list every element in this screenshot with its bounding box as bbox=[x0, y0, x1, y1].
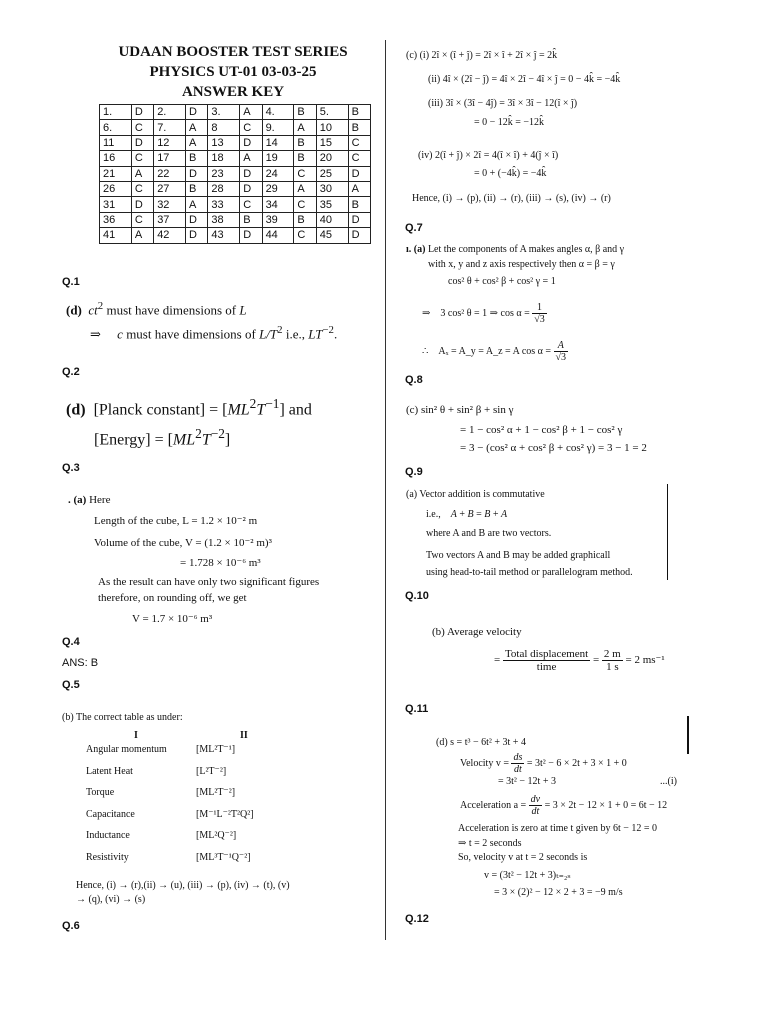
answer-option: C bbox=[240, 197, 262, 212]
test-series-title: UDAAN BOOSTER TEST SERIES bbox=[118, 44, 348, 60]
q11-line8: v = (3t² − 12t + 3)ₜ₌₂ₛ bbox=[484, 870, 571, 881]
q3-result: V = 1.7 × 10⁻⁶ m³ bbox=[132, 613, 213, 625]
answer-option: A bbox=[294, 120, 316, 135]
q1-line2: ⇒ c must have dimensions of $L/T^2$ i.e., $LT^{-2}$. bbox=[90, 324, 338, 342]
q5-dimension: [ML²T⁻²] bbox=[196, 787, 236, 798]
question-number: 30 bbox=[316, 181, 348, 196]
answer-option: D bbox=[186, 212, 208, 227]
answer-option: A bbox=[186, 135, 208, 150]
q1-line1: (d) $ct^2$ must have dimensions of L bbox=[66, 300, 247, 318]
answer-option: C bbox=[348, 151, 370, 166]
answer-option: C bbox=[294, 197, 316, 212]
question-number: 37 bbox=[154, 212, 186, 227]
question-number: 35 bbox=[316, 197, 348, 212]
question-number: 18 bbox=[208, 151, 240, 166]
q5-dimension: [M⁻¹L⁻²T²Q²] bbox=[196, 808, 254, 820]
q6-part-i: (c) (i) 2î × (î + ĵ) = 2î × î + 2î × ĵ = 2k̂ bbox=[406, 50, 558, 61]
q3-note2: therefore, on rounding off, we get bbox=[98, 592, 247, 604]
question-number: 36 bbox=[100, 212, 132, 227]
answer-option: D bbox=[348, 228, 370, 243]
answer-option: D bbox=[186, 228, 208, 243]
answer-option: D bbox=[131, 135, 153, 150]
q10-formula: = $\frac{\text{Total displacement}}{\text{time}}$ = $\frac{2 m}{1 s}$ = 2 ms⁻¹ bbox=[494, 648, 665, 673]
question-number: 24 bbox=[262, 166, 294, 181]
question-number: 44 bbox=[262, 228, 294, 243]
q5-quantity: Torque bbox=[86, 787, 115, 798]
answer-key-row bbox=[100, 120, 371, 135]
question-number: 38 bbox=[208, 212, 240, 227]
question-number: 5. bbox=[316, 105, 348, 120]
question-number: 1. bbox=[100, 105, 132, 120]
answer-option: D bbox=[131, 105, 153, 120]
answer-option: B bbox=[294, 212, 316, 227]
question-number: 45 bbox=[316, 228, 348, 243]
answer-option: D bbox=[131, 197, 153, 212]
question-number: 25 bbox=[316, 166, 348, 181]
q4-answer: ANS: B bbox=[62, 657, 99, 669]
answer-option: A bbox=[186, 197, 208, 212]
answer-option: D bbox=[348, 212, 370, 227]
q7-label: Q.7 bbox=[405, 222, 423, 234]
question-number: 34 bbox=[262, 197, 294, 212]
q11-line1: (d) s = t³ − 6t² + 3t + 4 bbox=[436, 737, 526, 748]
q9-label: Q.9 bbox=[405, 466, 423, 478]
question-number: 42 bbox=[154, 228, 186, 243]
q6-part-iv-result: = 0 + (−4k̂) = −4k̂ bbox=[474, 168, 547, 179]
answer-option: B bbox=[348, 197, 370, 212]
question-number: 12 bbox=[154, 135, 186, 150]
answer-option: D bbox=[240, 166, 262, 181]
question-number: 40 bbox=[316, 212, 348, 227]
answer-option: D bbox=[240, 228, 262, 243]
q3-note1: As the result can have only two significant figures bbox=[98, 576, 320, 588]
q5-col1: I bbox=[134, 730, 138, 741]
q5-quantity: Capacitance bbox=[86, 808, 135, 820]
question-number: 22 bbox=[154, 166, 186, 181]
q11-line9: = 3 × (2)² − 12 × 2 + 3 = −9 m/s bbox=[494, 887, 623, 898]
q3-volume: Volume of the cube, V = (1.2 × 10⁻² m)³ bbox=[94, 537, 272, 549]
question-number: 23 bbox=[208, 166, 240, 181]
answer-option: B bbox=[294, 135, 316, 150]
q4-label: Q.4 bbox=[62, 636, 80, 648]
question-number: 43 bbox=[208, 228, 240, 243]
q6-part-iii: (iii) 3î × (3î − 4ĵ) = 3î × 3î − 12(î × ĵ) bbox=[428, 98, 578, 109]
q3-length: Length of the cube, L = 1.2 × 10⁻² m bbox=[94, 515, 258, 527]
answer-key-row bbox=[100, 166, 371, 181]
q6-part-iii-result: = 0 − 12k̂ = −12k̂ bbox=[474, 117, 545, 128]
q9-line5: using head-to-tail method or parallelogram method. bbox=[426, 567, 633, 578]
answer-key-row bbox=[100, 135, 371, 150]
question-number: 39 bbox=[262, 212, 294, 227]
answer-key-row bbox=[100, 105, 371, 120]
answer-option: C bbox=[131, 181, 153, 196]
question-number: 15 bbox=[316, 135, 348, 150]
column-divider bbox=[385, 40, 386, 940]
q6-label: Q.6 bbox=[62, 920, 80, 932]
answer-key-row bbox=[100, 197, 371, 212]
q5-dimension: [ML³T⁻¹Q⁻²] bbox=[196, 851, 251, 863]
answer-option: C bbox=[131, 212, 153, 227]
question-number: 32 bbox=[154, 197, 186, 212]
q5-intro: (b) The correct table as under: bbox=[62, 712, 183, 723]
answer-option: B bbox=[348, 120, 370, 135]
answer-option: B bbox=[294, 105, 316, 120]
q3-label: Q.3 bbox=[62, 462, 80, 474]
question-number: 33 bbox=[208, 197, 240, 212]
q11-eq-ref: ...(i) bbox=[660, 776, 677, 787]
answer-option: D bbox=[186, 105, 208, 120]
question-number: 41 bbox=[100, 228, 132, 243]
answer-option: B bbox=[240, 212, 262, 227]
q10-head: (b) Average velocity bbox=[432, 626, 522, 638]
answer-key-row bbox=[100, 228, 371, 243]
q11-margin-line bbox=[687, 716, 689, 754]
q12-label: Q.12 bbox=[405, 913, 429, 925]
answer-option: A bbox=[240, 151, 262, 166]
answer-option: A bbox=[240, 105, 262, 120]
q9-line2: i.e., A + B = B + A bbox=[426, 509, 508, 520]
q5-quantity: Angular momentum bbox=[86, 744, 167, 755]
question-number: 7. bbox=[154, 120, 186, 135]
q8-line3: = 3 − (cos² α + cos² β + cos² γ) = 3 − 1 = 2 bbox=[460, 442, 647, 454]
q11-velocity-result: = 3t² − 12t + 3 bbox=[498, 776, 556, 787]
q5-col2: II bbox=[240, 730, 248, 741]
q3-volume-value: = 1.728 × 10⁻⁶ m³ bbox=[180, 557, 261, 569]
question-number: 19 bbox=[262, 151, 294, 166]
question-number: 4. bbox=[262, 105, 294, 120]
q9-margin-line bbox=[667, 484, 668, 580]
question-number: 2. bbox=[154, 105, 186, 120]
q9-line4: Two vectors A and B may be added graphicall bbox=[426, 550, 611, 561]
question-number: 8 bbox=[208, 120, 240, 135]
answer-option: D bbox=[240, 181, 262, 196]
q10-label: Q.10 bbox=[405, 590, 429, 602]
test-subtitle: PHYSICS UT-01 03-03-25 bbox=[149, 64, 317, 80]
q3-here: . (a) Here bbox=[68, 494, 111, 506]
answer-key-row bbox=[100, 181, 371, 196]
answer-option: D bbox=[348, 166, 370, 181]
question-number: 13 bbox=[208, 135, 240, 150]
q5-quantity: Inductance bbox=[86, 830, 130, 841]
q5-dimension: [ML²Q⁻²] bbox=[196, 830, 237, 841]
q11-velocity: Velocity v = $\frac{ds}{dt}$ = 3t² − 6 × 2t + 3 × 1 + 0 bbox=[460, 752, 627, 775]
answer-option: C bbox=[131, 151, 153, 166]
answer-option: A bbox=[186, 120, 208, 135]
q9-line1: (a) Vector addition is commutative bbox=[406, 489, 545, 500]
question-number: 6. bbox=[100, 120, 132, 135]
answer-option: C bbox=[294, 166, 316, 181]
question-number: 26 bbox=[100, 181, 132, 196]
answer-option: A bbox=[131, 228, 153, 243]
q8-line1: (c) sin² θ + sin² β + sin γ bbox=[406, 404, 514, 416]
question-number: 3. bbox=[208, 105, 240, 120]
q5-label: Q.5 bbox=[62, 679, 80, 691]
question-number: 16 bbox=[100, 151, 132, 166]
q5-hence2: → (q), (vi) → (s) bbox=[76, 894, 146, 905]
answer-key-row bbox=[100, 151, 371, 166]
question-number: 17 bbox=[154, 151, 186, 166]
question-number: 29 bbox=[262, 181, 294, 196]
answer-option: A bbox=[131, 166, 153, 181]
q2-label: Q.2 bbox=[62, 366, 80, 378]
q7-line4: ⇒ 3 cos² θ = 1 ⇒ cos α = $\frac{1}{√3}$ bbox=[422, 302, 545, 325]
answer-option: A bbox=[348, 181, 370, 196]
q2-line2: [Energy] = $[ML^2T^{-2}]$ bbox=[94, 426, 231, 449]
q5-dimension: [ML²T⁻¹] bbox=[196, 744, 236, 755]
q6-hence: Hence, (i) → (p), (ii) → (r), (iii) → (s), (iv) → (r) bbox=[412, 193, 611, 204]
question-number: 14 bbox=[262, 135, 294, 150]
q11-line5: Acceleration is zero at time t given by 6t − 12 = 0 bbox=[458, 823, 657, 834]
q6-part-iv: (iv) 2(î + ĵ) × 2î = 4(î × î) + 4(ĵ × î) bbox=[418, 150, 559, 161]
question-number: 21 bbox=[100, 166, 132, 181]
q9-line3: where A and B are two vectors. bbox=[426, 528, 552, 539]
question-number: 11 bbox=[100, 135, 132, 150]
q5-hence1: Hence, (i) → (r),(ii) → (u), (iii) → (p), (iv) → (t), (v) bbox=[76, 880, 290, 891]
q7-line5: ∴ Aₓ = A_y = A_z = A cos α = $\frac{A}{√3}$ bbox=[422, 340, 567, 363]
q11-acceleration: Acceleration a = $\frac{dv}{dt}$ = 3 × 2t − 12 × 1 + 0 = 6t − 12 bbox=[460, 794, 668, 817]
q8-label: Q.8 bbox=[405, 374, 423, 386]
q5-quantity: Latent Heat bbox=[86, 765, 133, 777]
answer-option: B bbox=[186, 151, 208, 166]
q1-label: Q.1 bbox=[62, 276, 80, 288]
answer-option: A bbox=[294, 181, 316, 196]
question-number: 9. bbox=[262, 120, 294, 135]
answer-key-heading: ANSWER KEY bbox=[181, 84, 285, 100]
q8-line2: = 1 − cos² α + 1 − cos² β + 1 − cos² γ bbox=[460, 424, 623, 436]
answer-key-table bbox=[99, 104, 371, 244]
q5-quantity: Resistivity bbox=[86, 851, 129, 863]
q11-label: Q.11 bbox=[405, 703, 429, 715]
answer-option: C bbox=[294, 228, 316, 243]
question-number: 20 bbox=[316, 151, 348, 166]
q11-line7: So, velocity v at t = 2 seconds is bbox=[458, 852, 588, 863]
answer-option: B bbox=[186, 181, 208, 196]
q11-line6: ⇒ t = 2 seconds bbox=[458, 838, 522, 849]
q7-line3: cos² θ + cos² β + cos² γ = 1 bbox=[448, 276, 556, 287]
answer-key-row bbox=[100, 212, 371, 227]
question-number: 31 bbox=[100, 197, 132, 212]
answer-option: D bbox=[240, 135, 262, 150]
q2-line1: (d) [Planck constant] = $[ML^2T^{-1}]$ and bbox=[66, 396, 312, 419]
answer-option: C bbox=[348, 135, 370, 150]
question-number: 27 bbox=[154, 181, 186, 196]
answer-option: B bbox=[294, 151, 316, 166]
answer-option: B bbox=[348, 105, 370, 120]
answer-option: C bbox=[131, 120, 153, 135]
question-number: 10 bbox=[316, 120, 348, 135]
q7-line2: with x, y and z axis respectively then α = β = γ bbox=[428, 259, 615, 270]
question-number: 28 bbox=[208, 181, 240, 196]
q7-line1: ı. (a) Let the components of A makes angles α, β and γ bbox=[406, 244, 625, 255]
q6-part-ii: (ii) 4î × (2î − ĵ) = 4î × 2î − 4î × ĵ = 0 − 4k̂ = −4k̂ bbox=[428, 74, 621, 85]
answer-option: C bbox=[240, 120, 262, 135]
answer-option: D bbox=[186, 166, 208, 181]
q5-dimension: [L²T⁻²] bbox=[196, 765, 227, 777]
